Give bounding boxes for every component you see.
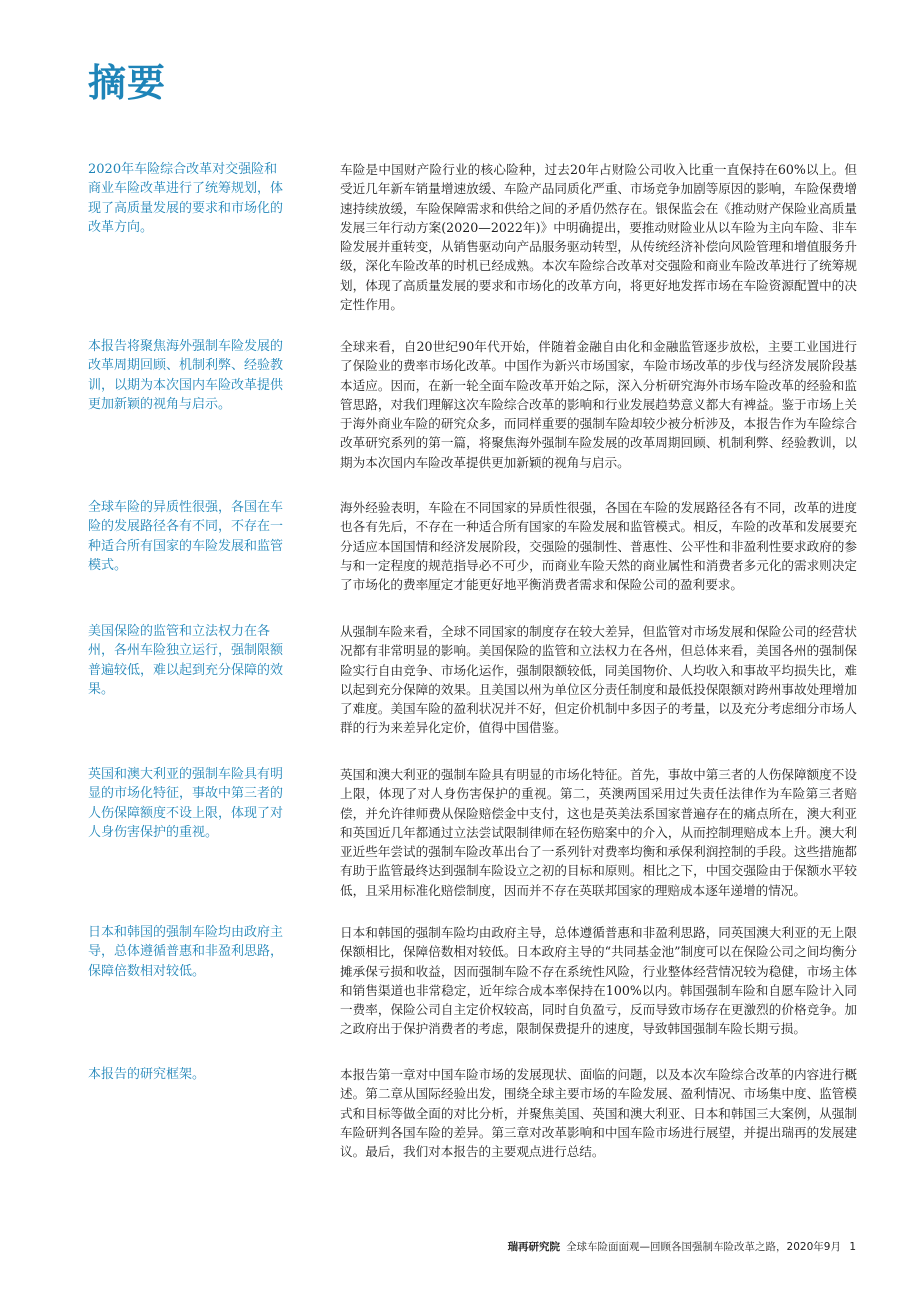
footer-brand: 瑞再研究院 (507, 1241, 561, 1253)
footer-text: 全球车险面面观—回顾各国强制车险改革之路，2020年9月 (566, 1241, 841, 1253)
section-body: 英国和澳大利亚的强制车险具有明显的市场化特征。首先，事故中第三者的人伤保障额度不设上限，体现了对人身伤害保护的重视。第二，英澳两国采用过失责任法律作为车险第三者赔偿，并允许律师费从保险赔偿金中支付，这也是英美法系国家普遍存在的痛点所在，澳大利亚和英国近几年都通过立法尝试限制律师在轻伤赔案中的介入，从而控制理赔成本上升。澳大利亚近些年尝试的强制车险改革出台了一系列针对费率均衡和承保利润控制的手段。这些措施都有助于监管最终达到强制车险设立之初的目标和原则。相比之下，中国交强险由于保额水平较低，且采用标准化赔偿制度，因而并不存在英联邦国家的理赔成本逐年递增的情况。 (340, 767, 857, 898)
section-body: 本报告第一章对中国车险市场的发展现状、面临的问题，以及本次车险综合改革的内容进行概述。第二章从国际经验出发，围绕全球主要市场的车险发展、盈利情况、市场集中度、监管模式和目标等做全面的对比分析，并聚焦美国、英国和澳大利亚、日本和韩国三大案例，从强制车险研判各国车险的差异。第三章对改革影响和中国车险市场进行展望，并提出瑞再的发展建议。最后，我们对本报告的主要观点进行总结。 (340, 1067, 857, 1160)
section-summary: 本报告将聚焦海外强制车险发展的改革周期回顾、机制利弊、经验教训，以期为本次国内车险改革提供更加新颖的视角与启示。 (88, 339, 284, 412)
section-body: 日本和韩国的强制车险均由政府主导，总体遵循普惠和非盈利思路，同英国澳大利亚的无上限保额相比，保障倍数相对较低。日本政府主导的“共同基金池”制度可以在保险公司之间均衡分摊承保亏损和收益，因而强制车险不存在系统性风险，行业整体经营情况较为稳健，市场主体和销售渠道也非常稳定，近年综合成本率保持在100%以内。韩国强制车险和自愿车险计入同一费率，保险公司自主定价权较高，同时自负盈亏，反而导致市场存在更激烈的价格竞争。加之政府出于保护消费者的考虑，限制保费提升的速度，导致韩国强制车险长期亏损。 (340, 925, 857, 1037)
section-summary: 全球车险的异质性很强，各国在车险的发展路径各有不同，不存在一种适合所有国家的车险发展和监管模式。 (88, 500, 284, 573)
section-summary: 美国保险的监管和立法权力在各州，各州车险独立运行，强制限额普遍较低，难以起到充分保障的效果。 (88, 624, 284, 697)
section-body: 车险是中国财产险行业的核心险种，过去20年占财险公司收入比重一直保持在60%以上。但受近几年新车销量增速放缓、车险产品同质化严重、市场竞争加剧等原因的影响，车险保费增速持续放缓，车险保障需求和供给之间的矛盾仍然存在。银保监会在《推动财产保险业高质量发展三年行动方案(2020—2022年)》中明确提出，要推动财险业从以车险为主向车险、非车险发展并重转变，从销售驱动向产品服务驱动转型，从传统经济补偿向风险管理和增值服务升级，深化车险改革的时机已经成熟。本次车险综合改革对交强险和商业车险改革进行了统筹规划，体现了高质量发展的要求和市场化的改革方向，将更好地发挥市场在车险资源配置中的决定性作用。 (340, 162, 857, 313)
page-footer (508, 1239, 856, 1254)
section-summary: 本报告的研究框架。 (88, 1067, 206, 1082)
page-title: 摘要 (88, 61, 167, 105)
section-body: 海外经验表明，车险在不同国家的异质性很强，各国在车险的发展路径各有不同，改革的进度也各有先后，不存在一种适合所有国家的车险发展和监管模式。相反，车险的改革和发展要充分适应本国国情和经济发展阶段，交强险的强制性、普惠性、公平性和非盈利性要求政府的参与和一定程度的规范指导必不可少，而商业车险天然的商业属性和消费者多元化的需求则决定了市场化的费率厘定才能更好地平衡消费者需求和保险公司的盈利要求。 (340, 500, 857, 593)
section-summary: 日本和韩国的强制车险均由政府主导，总体遵循普惠和非盈利思路，保障倍数相对较低。 (88, 925, 284, 979)
section-body: 从强制车险来看，全球不同国家的制度存在较大差异，但监管对市场发展和保险公司的经营状况都有非常明显的影响。美国保险的监管和立法权力在各州，但总体来看，美国各州的强制保险实行自由竞争、市场化运作，强制限额较低，同美国物价、人均收入和事故平均损失比，难以起到充分保障的效果。且美国以州为单位区分责任制度和最低投保限额对跨州事故处理增加了难度。美国车险的盈利状况并不好，但定价机制中多因子的考量，以及充分考虑细分市场人群的行为来差异化定价，值得中国借鉴。 (340, 624, 857, 736)
section-summary: 英国和澳大利亚的强制车险具有明显的市场化特征，事故中第三者的人伤保障额度不设上限，体现了对人身伤害保护的重视。 (88, 767, 284, 840)
page-number: 1 (849, 1241, 856, 1253)
section-body: 全球来看，自20世纪90年代开始，伴随着金融自由化和金融监管逐步放松，主要工业国进行了保险业的费率市场化改革。中国作为新兴市场国家，车险市场改革的步伐与经济发展阶段基本适应。因而，在新一轮全面车险改革开始之际，深入分析研究海外市场车险改革的经验和监管思路，对我们理解这次车险综合改革的影响和行业发展趋势意义都大有裨益。鉴于市场上关于海外商业车险的研究众多，而同样重要的强制车险却较少被分析涉及，本报告作为车险综合改革研究系列的第一篇，将聚焦海外强制车险发展的改革周期回顾、机制利弊、经验教训，以期为本次国内车险改革提供更加新颖的视角与启示。 (340, 339, 857, 470)
section-summary: 2020年车险综合改革对交强险和商业车险改革进行了统筹规划，体现了高质量发展的要求和市场化的改革方向。 (88, 162, 284, 235)
